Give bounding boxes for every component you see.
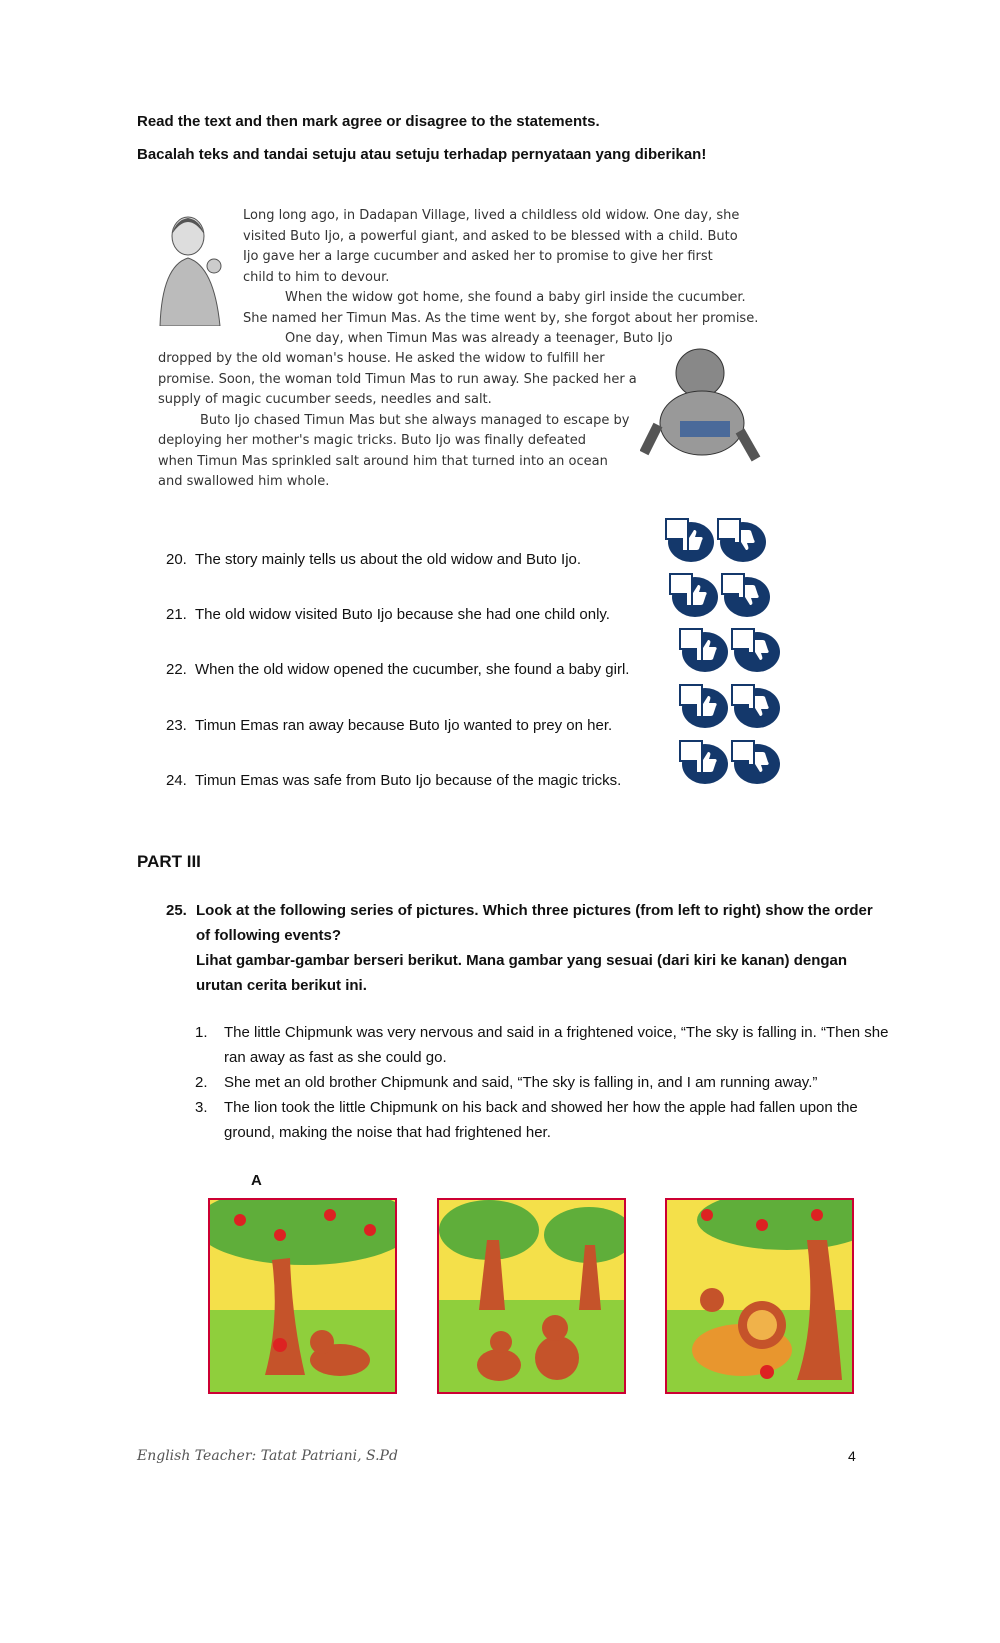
list-item xyxy=(195,1020,895,1070)
statement-text: Timun Emas was safe from Buto Ijo because of the magic tricks. xyxy=(195,772,622,789)
story-line: promise. Soon, the woman told Timun Mas to run away. She packed her a xyxy=(158,371,637,387)
story-line: visited Buto Ijo, a powerful giant, and asked to be blessed with a child. Buto xyxy=(243,228,738,244)
list-number: 3. xyxy=(195,1099,208,1116)
agree-button[interactable] xyxy=(682,744,728,784)
choice-group-21 xyxy=(672,577,770,617)
choice-group-23 xyxy=(682,688,780,728)
picture-1 xyxy=(208,1198,397,1394)
statement-text: The story mainly tells us about the old widow and Buto Ijo. xyxy=(195,551,582,568)
question-text-indonesian: Lihat gambar-gambar berseri berikut. Mana gambar yang sesuai (dari kiri ke kanan) dengan urutan cerita berikut ini. xyxy=(196,952,848,994)
agree-button[interactable] xyxy=(682,688,728,728)
story-line: supply of magic cucumber seeds, needles and salt. xyxy=(158,392,492,407)
picture-2 xyxy=(437,1198,626,1394)
list-number: 2. xyxy=(195,1074,208,1091)
story-line: One day, when Timun Mas was already a teenager, Buto Ijo xyxy=(285,331,673,346)
statement-number: 22. xyxy=(166,661,187,678)
story-line: Buto Ijo chased Timun Mas but she always managed to escape by xyxy=(200,412,630,428)
two-chipmunks-illustration xyxy=(439,1200,624,1392)
list-text: The lion took the little Chipmunk on his back and showed her how the apple had fallen upon the ground, making the noise that had frightened her. xyxy=(224,1099,858,1141)
statement-24 xyxy=(166,772,621,789)
story-line: child to him to devour. xyxy=(243,269,390,285)
disagree-button[interactable] xyxy=(724,577,770,617)
agree-button[interactable] xyxy=(668,522,714,562)
story-line: when Timun Mas sprinkled salt around him that turned into an ocean xyxy=(158,453,608,469)
choice-group-20 xyxy=(668,522,766,562)
agree-button[interactable] xyxy=(672,577,718,617)
story-line: Ijo gave her a large cucumber and asked her to promise to give her first xyxy=(243,249,713,264)
statement-number: 23. xyxy=(166,717,187,734)
list-item xyxy=(195,1095,895,1145)
buto-ijo-illustration xyxy=(640,341,770,471)
story-line: Long long ago, in Dadapan Village, lived a childless old widow. One day, she xyxy=(243,208,740,223)
page-number: 4 xyxy=(848,1448,856,1464)
story-line: When the widow got home, she found a baby girl inside the cucumber. xyxy=(285,290,746,305)
list-text: The little Chipmunk was very nervous and said in a frightened voice, “The sky is falling in. “Then she ran away as fast as she could go. xyxy=(224,1024,889,1066)
statement-23 xyxy=(166,717,612,734)
statement-number: 20. xyxy=(166,551,187,568)
question-number: 25. xyxy=(166,902,187,919)
agree-button[interactable] xyxy=(682,632,728,672)
thumbs-up-icon xyxy=(685,583,709,607)
story-line: She named her Timun Mas. As the time went by, she forgot about her promise. xyxy=(243,310,759,326)
story-line: and swallowed him whole. xyxy=(158,474,330,489)
instruction-indonesian: Bacalah teks and tandai setuju atau setuju terhadap pernyataan yang diberikan! xyxy=(137,146,707,163)
lion-chipmunk-illustration xyxy=(667,1200,852,1392)
thumbs-up-icon xyxy=(681,528,705,552)
event-list xyxy=(195,1020,895,1145)
widow-illustration xyxy=(150,206,228,326)
picture-set-label: A xyxy=(251,1172,262,1189)
list-number: 1. xyxy=(195,1024,208,1041)
disagree-button[interactable] xyxy=(734,744,780,784)
statement-text: When the old widow opened the cucumber, she found a baby girl. xyxy=(195,661,630,678)
statement-21 xyxy=(166,606,610,623)
statement-20 xyxy=(166,551,581,568)
thumbs-down-icon xyxy=(737,583,761,607)
disagree-button[interactable] xyxy=(720,522,766,562)
disagree-button[interactable] xyxy=(734,688,780,728)
thumbs-down-icon xyxy=(733,528,757,552)
disagree-button[interactable] xyxy=(734,632,780,672)
statement-number: 24. xyxy=(166,772,187,789)
thumbs-up-icon xyxy=(695,694,719,718)
question-text-english: Look at the following series of pictures. Which three pictures (from left to right) show the order of following events? xyxy=(196,902,873,944)
choice-group-22 xyxy=(682,632,780,672)
statement-text: Timun Emas ran away because Buto Ijo wanted to prey on her. xyxy=(195,717,613,734)
thumbs-down-icon xyxy=(747,694,771,718)
picture-3 xyxy=(665,1198,854,1394)
thumbs-up-icon xyxy=(695,750,719,774)
story-line: dropped by the old woman's house. He asked the widow to fulfill her xyxy=(158,351,605,366)
statement-text: The old widow visited Buto Ijo because she had one child only. xyxy=(195,606,610,623)
thumbs-up-icon xyxy=(695,638,719,662)
list-item xyxy=(195,1070,895,1095)
instruction-english: Read the text and then mark agree or disagree to the statements. xyxy=(137,113,600,130)
choice-group-24 xyxy=(682,744,780,784)
footer-teacher: English Teacher: Tatat Patriani, S.Pd xyxy=(137,1448,398,1464)
part-heading: PART III xyxy=(137,852,201,871)
list-text: She met an old brother Chipmunk and said, “The sky is falling in, and I am running away.” xyxy=(224,1074,818,1091)
story-line: deploying her mother's magic tricks. Buto Ijo was finally defeated xyxy=(158,433,586,448)
thumbs-down-icon xyxy=(747,638,771,662)
statement-22 xyxy=(166,661,629,678)
thumbs-down-icon xyxy=(747,750,771,774)
question-25 xyxy=(166,898,886,998)
chipmunk-apple-tree-illustration xyxy=(210,1200,395,1392)
statement-number: 21. xyxy=(166,606,187,623)
story-passage xyxy=(150,206,790,506)
